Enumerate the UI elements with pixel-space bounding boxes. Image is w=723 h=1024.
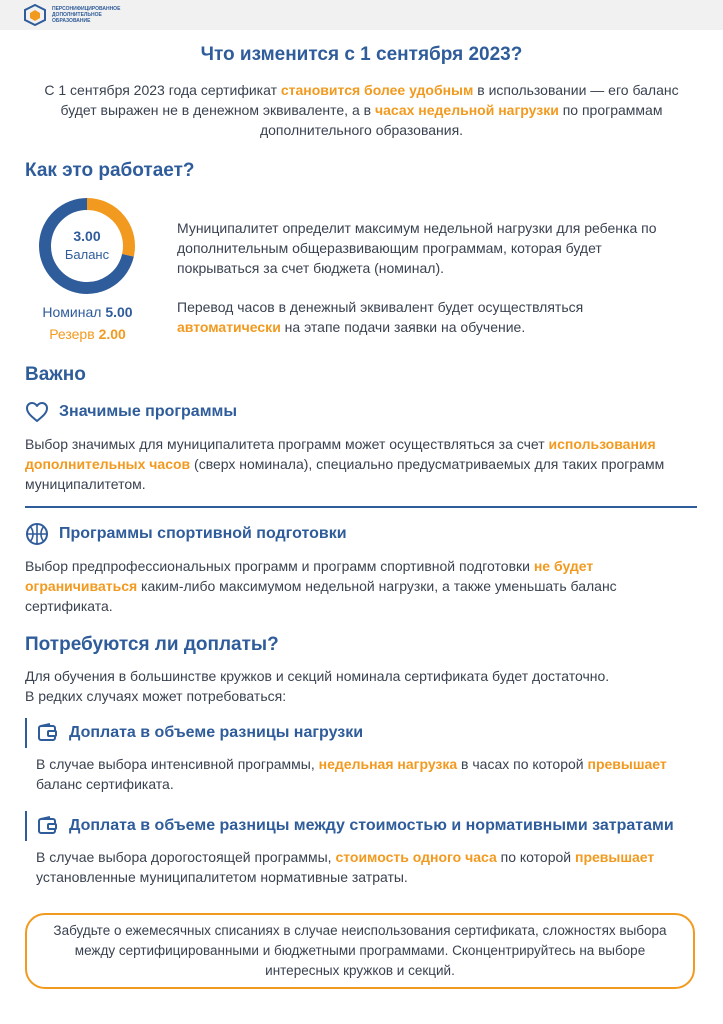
sports-programs-heading: Программы спортивной подготовки: [25, 522, 347, 546]
wallet-icon: [37, 816, 59, 836]
payment-option-2-text: В случае выбора дорогостоящей программы, стоимость одного часа по которой превышает установленные муниципалитетом нормативные затраты.: [36, 849, 655, 885]
payment-option-1-text: В случае выбора интенсивной программы, недельная нагрузка в часах по которой превышает баланс сертификата.: [36, 756, 667, 792]
important-heading: Важно: [25, 364, 86, 385]
callout-text: Забудьте о ежемесячных списаниях в случае неиспользования сертификата, сложностях выбора между сертифицированными и бюджетными программами. Сконцентрируйтесь на выборе интересных кружков и секций.: [53, 923, 667, 978]
sports-programs-text: Выбор предпрофессиональных программ и программ спортивной подготовки не будет ограничиваться каким-либо максимумом недельной нагрузки, а также уменьшать баланс сертификата.: [25, 558, 617, 614]
significant-programs-heading: Значимые программы: [25, 401, 237, 423]
page-title: Что изменится с 1 сентября 2023?: [200, 44, 523, 65]
donut-center-value: 3.00: [73, 228, 101, 244]
payments-heading: Потребуются ли доплаты?: [25, 634, 279, 655]
payments-intro: Для обучения в большинстве кружков и секций номинала сертификата будет достаточно. В редких случаях может потребоваться:: [25, 668, 610, 704]
basketball-icon: [25, 522, 49, 546]
how-description: [177, 218, 687, 356]
significant-programs-text: Выбор значимых для муниципалитета программ может осуществляться за счет использования дополнительных часов (сверх номинала), специально предусматриваемых для таких программ муниципалитетом.: [25, 436, 665, 492]
logo-icon: [24, 4, 46, 26]
payment-option-2-heading: Доплата в объеме разницы между стоимостью и нормативными затратами: [27, 811, 699, 841]
how-paragraph-2: Перевод часов в денежный эквивалент будет осуществляться автоматически на этапе подачи заявки на обучение.: [177, 299, 584, 335]
payment-option-cost-difference: [25, 811, 699, 841]
wallet-icon: [37, 723, 59, 743]
heart-icon: [25, 401, 49, 423]
intro-paragraph: С 1 сентября 2023 года сертификат становится более удобным в использовании — его баланс будет выражен не в денежном эквиваленте, а в часах недельной нагрузки по программам дополнительного образования.: [44, 82, 679, 138]
legend-reserve: Резерв 2.00: [49, 326, 126, 342]
payment-option-load-difference: [25, 718, 699, 748]
how-heading: Как это работает?: [25, 160, 195, 181]
logo-text: ПЕРСОНИФИЦИРОВАННОЕ ДОПОЛНИТЕЛЬНОЕ ОБРАЗОВАНИЕ: [52, 6, 121, 24]
how-paragraph-1: Муниципалитет определит максимум недельной нагрузки для ребенка по дополнительным общеразвивающим программам, которая будет покрываться за счет бюджета (номинал).: [177, 220, 657, 276]
payment-option-1-heading: Доплата в объеме разницы нагрузки: [27, 718, 699, 748]
section-divider: [25, 506, 697, 508]
legend-nominal: Номинал 5.00: [42, 304, 133, 320]
donut-center-label: Баланс: [64, 247, 110, 262]
top-bar: [0, 0, 723, 30]
callout-box: [25, 913, 695, 989]
balance-donut-chart: [37, 196, 137, 296]
